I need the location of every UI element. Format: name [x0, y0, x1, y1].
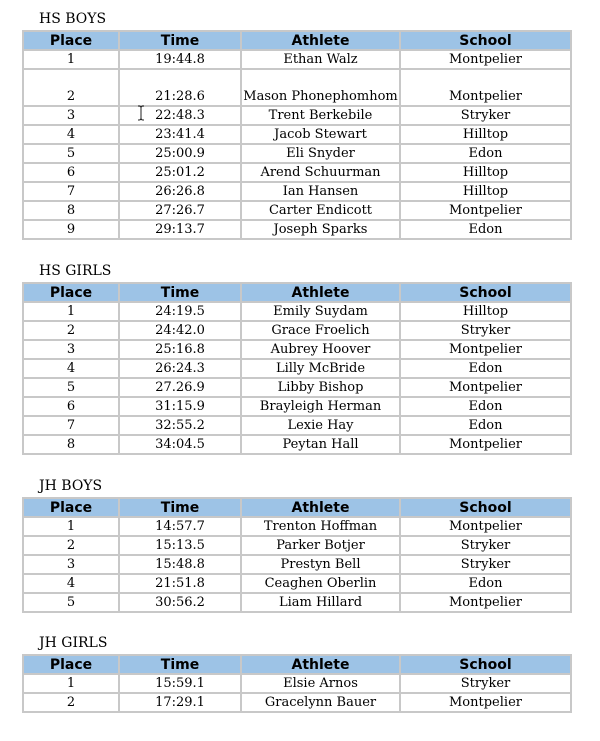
table-row	[24, 594, 570, 611]
athlete-cell: Ceaghen Oberlin	[242, 575, 399, 592]
text-cursor-icon	[137, 105, 145, 121]
school-cell: Hilltop	[401, 183, 570, 200]
place-cell: 8	[24, 202, 118, 219]
school-cell: Stryker	[401, 537, 570, 554]
table-row	[24, 164, 570, 181]
section-title: HS GIRLS	[39, 263, 112, 279]
place-cell: 3	[24, 556, 118, 573]
time-cell: 32:55.2	[120, 417, 240, 434]
table-row	[24, 436, 570, 453]
school-cell: Stryker	[401, 556, 570, 573]
school-cell: Edon	[401, 360, 570, 377]
time-cell: 21:28.6	[120, 70, 240, 105]
time-cell: 26:24.3	[120, 360, 240, 377]
results-table	[22, 30, 572, 240]
col-header-athlete: Athlete	[242, 656, 399, 673]
place-cell: 1	[24, 675, 118, 692]
school-cell: Edon	[401, 398, 570, 415]
place-cell: 6	[24, 164, 118, 181]
athlete-cell: Libby Bishop	[242, 379, 399, 396]
section-title: JH GIRLS	[39, 635, 108, 651]
table-row	[24, 51, 570, 68]
athlete-cell: Arend Schuurman	[242, 164, 399, 181]
table-row	[24, 537, 570, 554]
col-header-place: Place	[24, 656, 118, 673]
place-cell: 5	[24, 379, 118, 396]
time-cell: 27:26.7	[120, 202, 240, 219]
athlete-cell: Liam Hillard	[242, 594, 399, 611]
section-hs-boys	[22, 10, 572, 246]
header-row	[24, 32, 570, 49]
school-cell: Hilltop	[401, 126, 570, 143]
time-cell: 25:16.8	[120, 341, 240, 358]
time-cell: 26:26.8	[120, 183, 240, 200]
time-cell: 27.26.9	[120, 379, 240, 396]
place-cell: 1	[24, 518, 118, 535]
table-row	[24, 107, 570, 124]
place-cell: 4	[24, 360, 118, 377]
athlete-cell: Elsie Arnos	[242, 675, 399, 692]
place-cell: 2	[24, 537, 118, 554]
school-cell: Hilltop	[401, 164, 570, 181]
place-cell: 1	[24, 303, 118, 320]
table-row	[24, 398, 570, 415]
place-cell: 5	[24, 145, 118, 162]
results-table	[22, 282, 572, 455]
place-cell: 2	[24, 322, 118, 339]
section-jh-boys	[22, 477, 572, 622]
section-title: JH BOYS	[39, 478, 103, 494]
time-cell: 22:48.3	[120, 107, 240, 124]
col-header-time: Time	[120, 656, 240, 673]
place-cell: 9	[24, 221, 118, 238]
place-cell: 5	[24, 594, 118, 611]
place-cell: 7	[24, 417, 118, 434]
table-row	[24, 322, 570, 339]
time-cell: 25:01.2	[120, 164, 240, 181]
header-row	[24, 656, 570, 673]
school-cell: Stryker	[401, 675, 570, 692]
col-header-place: Place	[24, 32, 118, 49]
school-cell: Montpelier	[401, 70, 570, 105]
school-cell: Montpelier	[401, 379, 570, 396]
col-header-school: School	[401, 499, 570, 516]
athlete-cell: Carter Endicott	[242, 202, 399, 219]
athlete-cell: Emily Suydam	[242, 303, 399, 320]
school-cell: Montpelier	[401, 341, 570, 358]
school-cell: Edon	[401, 221, 570, 238]
school-cell: Hilltop	[401, 303, 570, 320]
athlete-cell: Brayleigh Herman	[242, 398, 399, 415]
place-cell: 8	[24, 436, 118, 453]
col-header-athlete: Athlete	[242, 32, 399, 49]
time-cell: 17:29.1	[120, 694, 240, 711]
school-cell: Stryker	[401, 107, 570, 124]
table-row	[24, 183, 570, 200]
table-row	[24, 518, 570, 535]
table-row	[24, 145, 570, 162]
time-cell: 29:13.7	[120, 221, 240, 238]
time-cell: 23:41.4	[120, 126, 240, 143]
place-cell: 3	[24, 341, 118, 358]
school-cell: Montpelier	[401, 594, 570, 611]
table-row	[24, 417, 570, 434]
school-cell: Edon	[401, 417, 570, 434]
athlete-cell: Mason Phonephomhom	[242, 70, 399, 105]
school-cell: Montpelier	[401, 436, 570, 453]
table-row	[24, 202, 570, 219]
time-cell: 15:59.1	[120, 675, 240, 692]
col-header-place: Place	[24, 284, 118, 301]
col-header-athlete: Athlete	[242, 284, 399, 301]
col-header-school: School	[401, 656, 570, 673]
table-row	[24, 341, 570, 358]
athlete-cell: Eli Snyder	[242, 145, 399, 162]
place-cell: 1	[24, 51, 118, 68]
place-cell: 6	[24, 398, 118, 415]
time-cell: 24:19.5	[120, 303, 240, 320]
time-cell: 15:48.8	[120, 556, 240, 573]
col-header-athlete: Athlete	[242, 499, 399, 516]
athlete-cell: Ethan Walz	[242, 51, 399, 68]
time-cell: 25:00.9	[120, 145, 240, 162]
athlete-cell: Parker Botjer	[242, 537, 399, 554]
time-cell: 24:42.0	[120, 322, 240, 339]
school-cell: Stryker	[401, 322, 570, 339]
time-cell: 21:51.8	[120, 575, 240, 592]
place-cell: 3	[24, 107, 118, 124]
athlete-cell: Joseph Sparks	[242, 221, 399, 238]
time-cell: 15:13.5	[120, 537, 240, 554]
col-header-place: Place	[24, 499, 118, 516]
col-header-time: Time	[120, 499, 240, 516]
athlete-cell: Gracelynn Bauer	[242, 694, 399, 711]
athlete-cell: Trent Berkebile	[242, 107, 399, 124]
table-row	[24, 379, 570, 396]
results-table	[22, 654, 572, 713]
athlete-cell: Ian Hansen	[242, 183, 399, 200]
table-row	[24, 675, 570, 692]
time-cell: 19:44.8	[120, 51, 240, 68]
school-cell: Montpelier	[401, 202, 570, 219]
place-cell: 2	[24, 70, 118, 105]
time-cell: 31:15.9	[120, 398, 240, 415]
time-cell: 30:56.2	[120, 594, 240, 611]
time-cell: 14:57.7	[120, 518, 240, 535]
athlete-cell: Aubrey Hoover	[242, 341, 399, 358]
athlete-cell: Lilly McBride	[242, 360, 399, 377]
place-cell: 7	[24, 183, 118, 200]
athlete-cell: Prestyn Bell	[242, 556, 399, 573]
section-hs-girls	[22, 262, 572, 462]
table-row	[24, 70, 570, 105]
table-row	[24, 556, 570, 573]
table-row	[24, 126, 570, 143]
table-row	[24, 360, 570, 377]
place-cell: 4	[24, 575, 118, 592]
col-header-school: School	[401, 32, 570, 49]
table-row	[24, 575, 570, 592]
athlete-cell: Grace Froelich	[242, 322, 399, 339]
place-cell: 4	[24, 126, 118, 143]
school-cell: Montpelier	[401, 694, 570, 711]
table-row	[24, 694, 570, 711]
athlete-cell: Peytan Hall	[242, 436, 399, 453]
table-row	[24, 303, 570, 320]
col-header-time: Time	[120, 284, 240, 301]
table-row	[24, 221, 570, 238]
header-row	[24, 499, 570, 516]
section-title: HS BOYS	[39, 11, 107, 27]
athlete-cell: Jacob Stewart	[242, 126, 399, 143]
header-row	[24, 284, 570, 301]
athlete-cell: Lexie Hay	[242, 417, 399, 434]
school-cell: Montpelier	[401, 51, 570, 68]
section-jh-girls	[22, 634, 572, 720]
time-cell: 34:04.5	[120, 436, 240, 453]
athlete-cell: Trenton Hoffman	[242, 518, 399, 535]
col-header-school: School	[401, 284, 570, 301]
school-cell: Edon	[401, 145, 570, 162]
place-cell: 2	[24, 694, 118, 711]
results-table	[22, 497, 572, 613]
school-cell: Montpelier	[401, 518, 570, 535]
col-header-time: Time	[120, 32, 240, 49]
school-cell: Edon	[401, 575, 570, 592]
